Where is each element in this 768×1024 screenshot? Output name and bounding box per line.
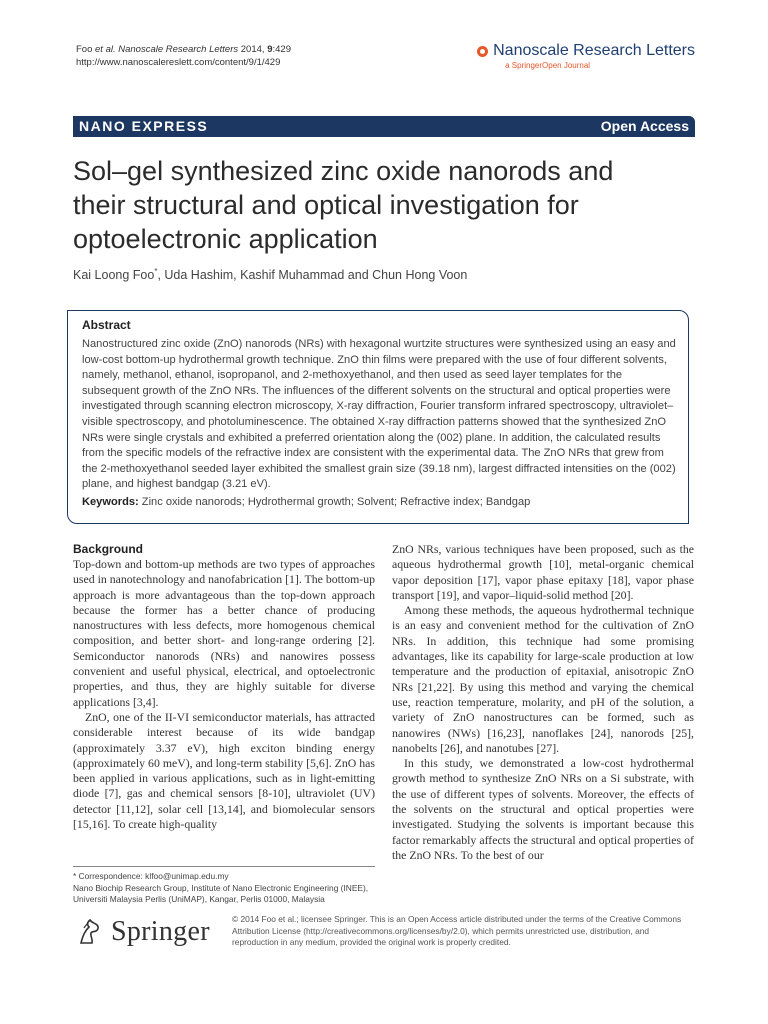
article-type: NANO EXPRESS	[79, 118, 209, 134]
abstract-heading: Abstract	[82, 318, 131, 332]
license-statement: © 2014 Foo et al.; licensee Springer. This is an Open Access article distributed under the terms of the Creative Commons Attribution License (http://creativecommons.org/licenses/by/2.0), which permits unrestricted use, distribution, and reproduction in any medium, provided the original work is properly credited.	[232, 914, 682, 947]
citation-line: Foo et al. Nanoscale Research Letters 2014, 9:429	[76, 44, 291, 55]
abstract-text: Nanostructured zinc oxide (ZnO) nanorods (NRs) with hexagonal wurtzite structures were synthesized using an easy and low-cost bottom-up hydrothermal growth technique. ZnO thin films were prepared with the use of four different solvents, namely, methanol, ethanol, isopropanol, and 2-methoxyethanol, and then used as seed layer templates for the subsequent growth of the ZnO NRs. The influences of the different solvents on the structural and optical properties were investigated through scanning electron microscopy, X-ray diffraction, Fourier transform infrared spectroscopy, ultraviolet–visible spectroscopy, and photoluminescence. The obtained X-ray diffraction patterns showed that the synthesized ZnO NRs were single crystals and exhibited a preferred orientation along the (002) plane. In addition, the calculated results from the specific models of the refractive index are consistent with the experimental data. The ZnO NRs that grew from the 2-methoxyethanol seeded layer exhibited the smallest grain size (39.18 nm), largest diffracted intensities on the (002) plane, and highest bandgap (3.21 eV).	[82, 338, 676, 491]
footnote	[73, 866, 375, 906]
body-paragraph: Top-down and bottom-up methods are two types of approaches used in nanotechnology and nanofabrication [1]. The bottom-up approach is more advantageous than the top-down approach because the former has a better chance of producing nanostructures with less defects, more homogenous chemical composition, and better short- and long-range ordering [2]. Semiconductor nanorods (NRs) and nanowires possess convenient and useful physical, electrical, and optoelectronic properties, and thus, they are highly suitable for diverse applications [3,4].	[73, 557, 375, 709]
author-list	[73, 267, 467, 282]
article-title: Sol–gel synthesized zinc oxide nanorods and their structural and optical investigation for optoelectronic application	[73, 156, 614, 254]
article-url[interactable]: http://www.nanoscalereslett.com/content/9/1/429	[76, 57, 281, 68]
body-paragraph: In this study, we demonstrated a low-cost hydrothermal growth method to synthesize ZnO NRs on a Si substrate, with the use of different types of solvents. Moreover, the effects of the solvents on the structural and optical properties were investigated. Studying the solvents is important because this factor remarkably affects the structural and optical properties of the ZnO NRs. To the best of our	[392, 756, 694, 862]
springer-horse-icon	[75, 917, 105, 947]
body-column-left	[73, 542, 375, 832]
corresponding-author[interactable]: Kai Loong Foo	[73, 268, 155, 283]
body-paragraph: Among these methods, the aqueous hydrothermal technique is an easy and convenient method for the cultivation of ZnO NRs. In addition, this technique had some promising advantages, like its capability for large-scale production at low temperature and the production of epitaxial, anisotropic ZnO NRs [21,22]. By using this method and varying the chemical use, reaction temperature, molarity, and pH of the solution, a variety of ZnO nanostructures can be formed, such as nanowires (NWs) [16,23], nanoflakes [24], nanorods [25], nanobelts [26], and nanotubes [27].	[392, 603, 694, 755]
keywords-label: Keywords:	[82, 495, 139, 508]
publisher-name: Springer	[111, 916, 210, 947]
running-header-citation	[76, 43, 291, 69]
keywords-list: Zinc oxide nanorods; Hydrothermal growth; Solvent; Refractive index; Bandgap	[138, 495, 531, 508]
body-paragraph: ZnO NRs, various techniques have been proposed, such as the aqueous hydrothermal growth [10], metal-organic chemical vapor deposition [17], vapor phase epitaxy [18], vapor phase transport [19], and vapor–liquid-solid method [20].	[392, 542, 694, 602]
open-access-label: Open Access	[600, 118, 689, 134]
body-column-right	[392, 542, 694, 863]
correspondence-email[interactable]: * Correspondence: klfoo@unimap.edu.my	[73, 871, 229, 881]
journal-subtitle: a SpringerOpen Journal	[505, 61, 591, 70]
body-paragraph: ZnO, one of the II-VI semiconductor materials, has attracted considerable interest because of its wide bandgap (approximately 3.37 eV), high exciton binding energy (approximately 60 meV), and long-term stability [5,6]. ZnO has been applied in various applications, such as in light-emitting diode [7], gas and chemical sensors [8-10], ultraviolet (UV) detector [11,12], solar cell [13,14], and biomolecular sensors [15,16]. To create high-quality	[73, 709, 375, 832]
keywords	[82, 496, 680, 508]
publisher-logo	[75, 916, 210, 948]
article-type-bar	[73, 116, 695, 137]
journal-brand	[477, 42, 695, 70]
other-authors: , Uda Hashim, Kashif Muhammad and Chun Hong Voon	[157, 268, 468, 283]
correspondence-mark: *	[154, 267, 158, 276]
abstract-box	[67, 310, 689, 524]
section-heading-background: Background	[73, 542, 144, 556]
journal-name: Nanoscale Research Letters	[493, 42, 695, 59]
author-affiliation: Nano Biochip Research Group, Institute of Nano Electronic Engineering (INEE), Universiti Malaysia Perlis (UniMAP), Kangar, Perlis 01000, Malaysia	[73, 882, 369, 904]
journal-logo-icon	[477, 46, 488, 57]
